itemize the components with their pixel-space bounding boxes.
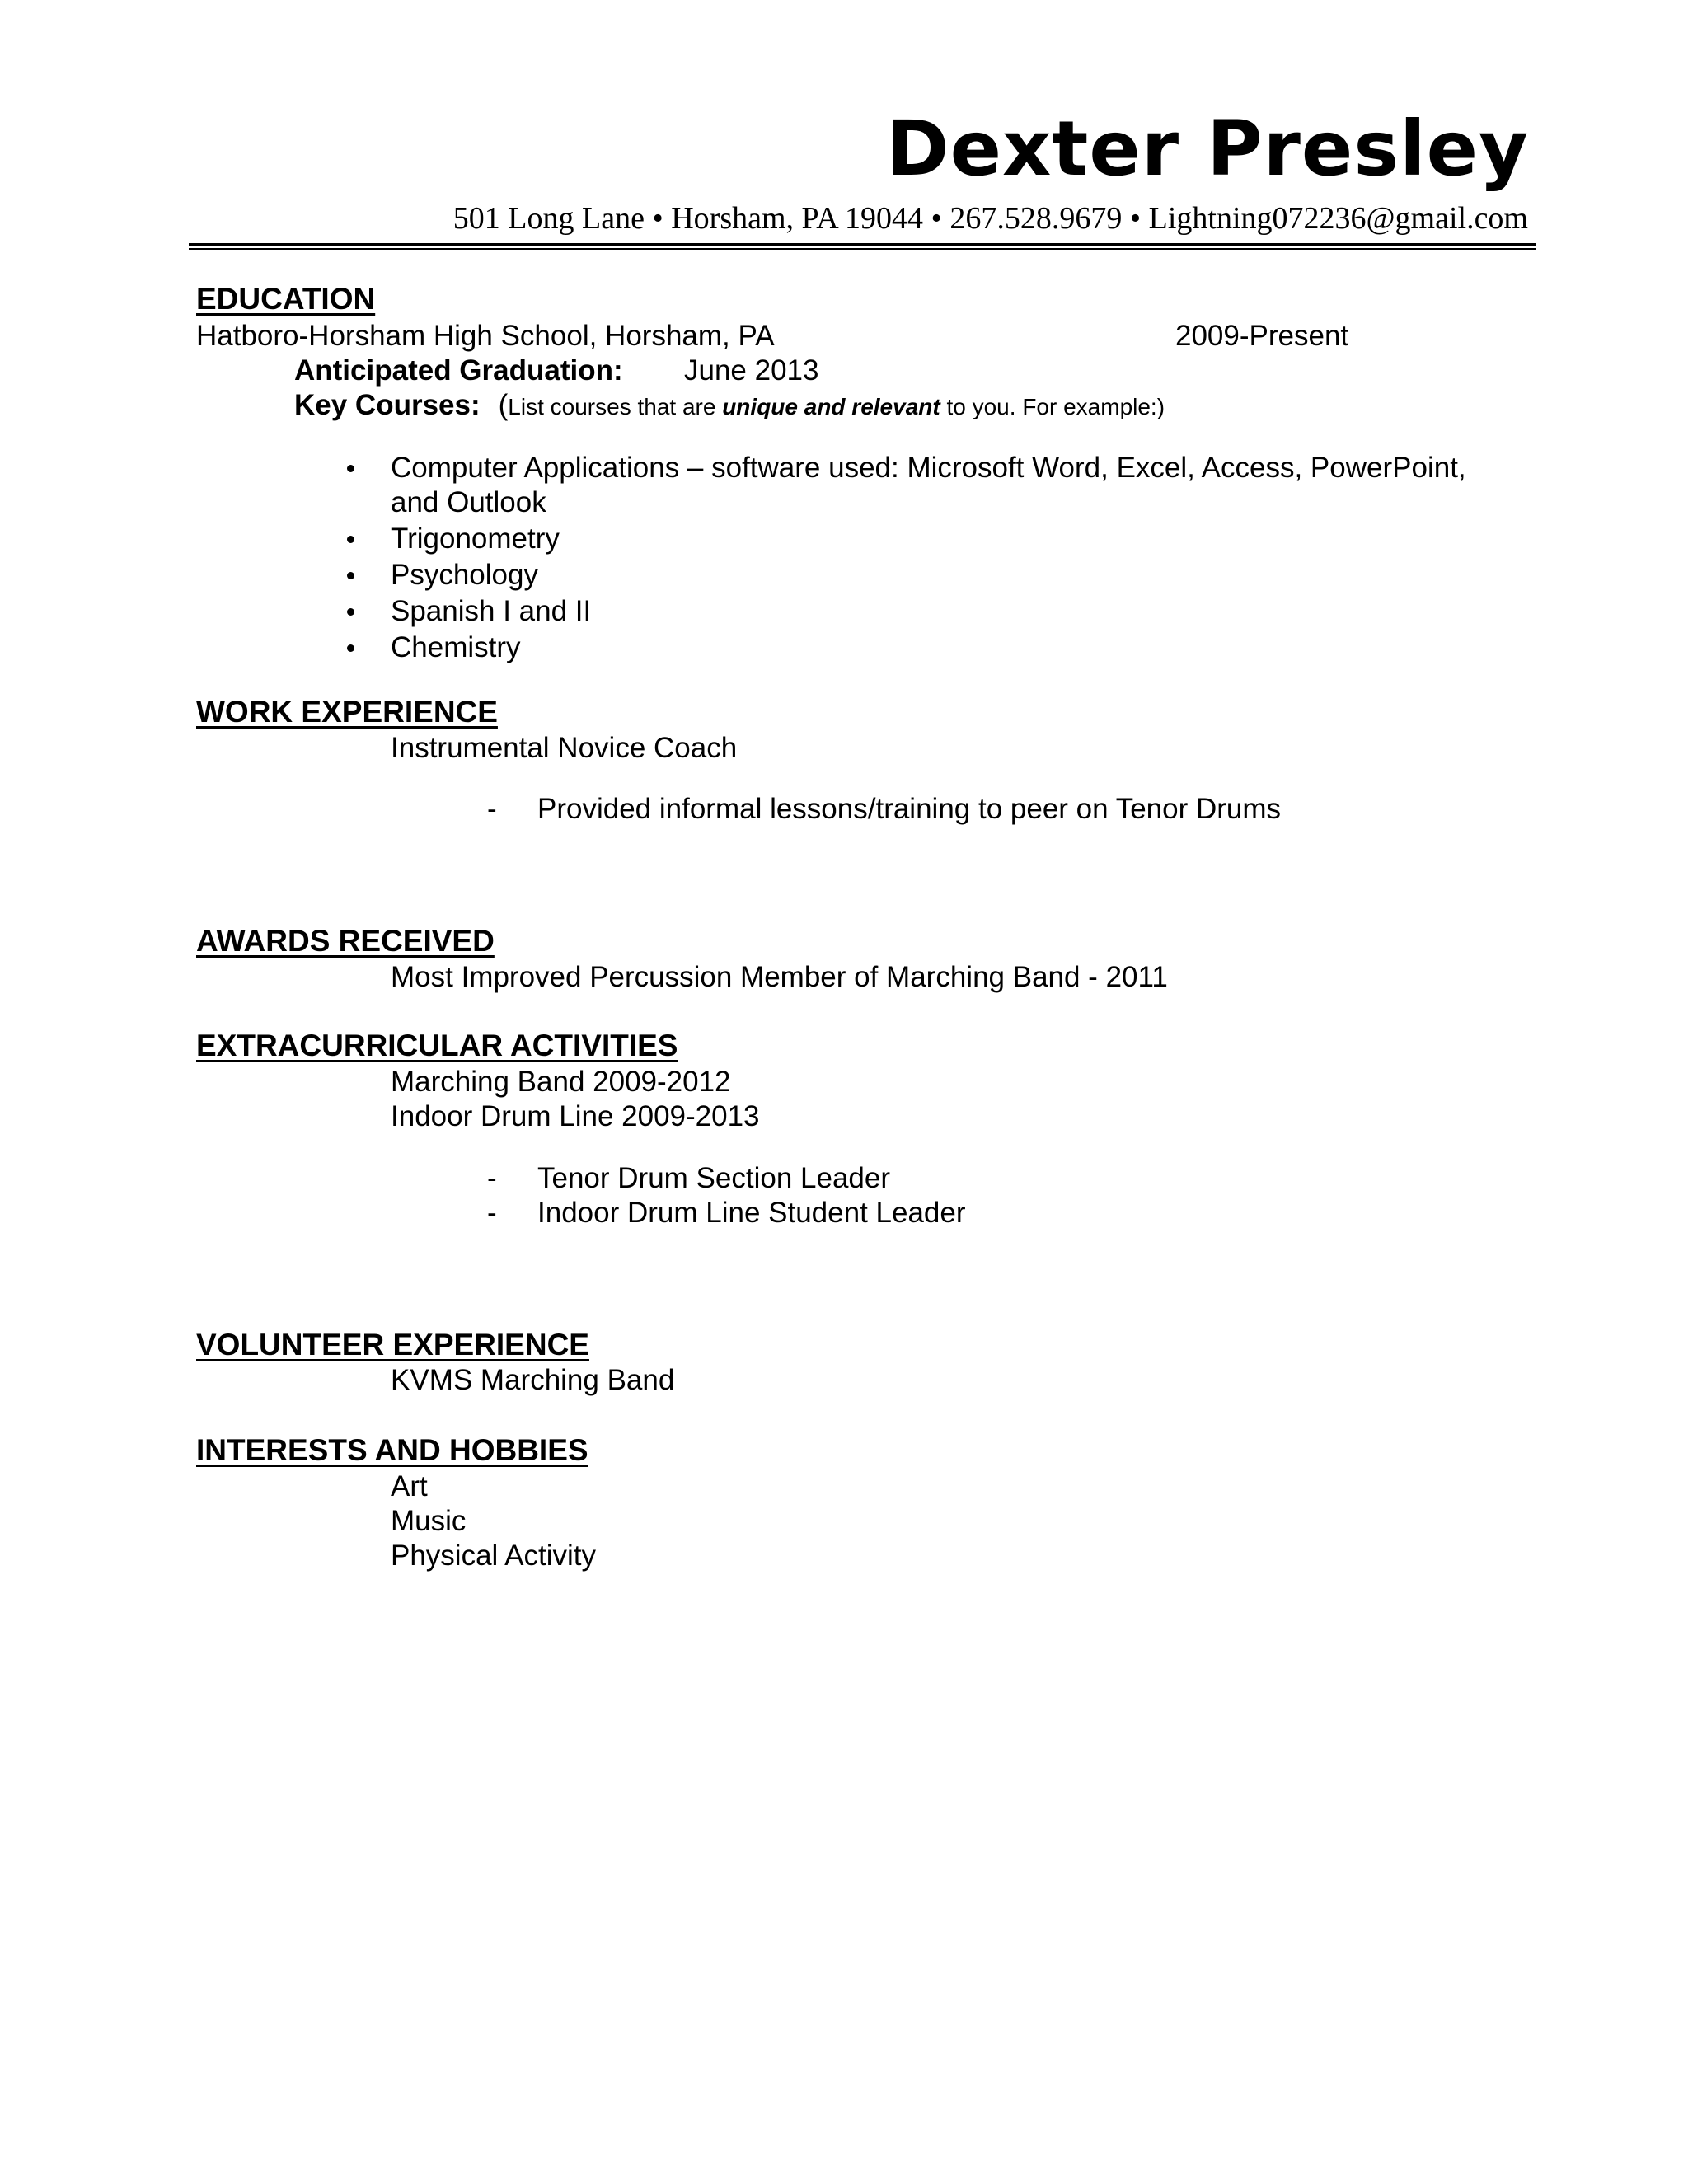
activity-detail: Indoor Drum Line Student Leader (537, 1197, 966, 1229)
work-detail: Provided informal lessons/training to peer on Tenor Drums (537, 793, 1282, 825)
header-rule-top (189, 243, 1536, 246)
course-item: Computer Applications – software used: Microsoft Word, Excel, Access, PowerPoint, (391, 452, 1466, 484)
key-courses-label: Key Courses: (294, 389, 481, 421)
bullet-icon (347, 465, 354, 472)
course-item-continued: and Outlook (391, 486, 546, 518)
award-item: Most Improved Percussion Member of Marching Band - 2011 (391, 961, 1168, 993)
graduation-value: June 2013 (684, 354, 819, 387)
education-dates: 2009-Present (1175, 320, 1349, 352)
volunteer-item: KVMS Marching Band (391, 1364, 675, 1396)
course-item: Trigonometry (391, 523, 560, 555)
education-heading: EDUCATION (196, 282, 376, 316)
activity-item: Marching Band 2009-2012 (391, 1066, 731, 1098)
bullet-icon (347, 536, 354, 543)
course-item: Spanish I and II (391, 595, 592, 627)
bullet-icon (347, 572, 354, 579)
key-courses-note-post: to you. For example:) (940, 394, 1165, 419)
work-role: Instrumental Novice Coach (391, 732, 738, 764)
bullet-icon (347, 644, 354, 652)
extracurricular-heading: EXTRACURRICULAR ACTIVITIES (196, 1029, 678, 1062)
key-courses-paren: ( (498, 389, 509, 421)
key-courses-note-emphasis: unique and relevant (722, 394, 940, 419)
header-rule-bottom (189, 248, 1536, 250)
interest-item: Music (391, 1505, 467, 1537)
course-item: Chemistry (391, 631, 521, 663)
dash-marker: - (487, 1162, 497, 1194)
activity-item: Indoor Drum Line 2009-2013 (391, 1100, 760, 1132)
key-courses-note-pre: List courses that are (508, 394, 723, 419)
work-heading: WORK EXPERIENCE (196, 695, 498, 729)
bullet-icon (347, 608, 354, 616)
interest-item: Physical Activity (391, 1540, 596, 1572)
awards-heading: AWARDS RECEIVED (196, 924, 495, 958)
activity-detail: Tenor Drum Section Leader (537, 1162, 890, 1194)
dash-marker: - (487, 793, 497, 825)
key-courses-line (294, 391, 1165, 419)
interests-heading: INTERESTS AND HOBBIES (196, 1433, 588, 1467)
course-item: Psychology (391, 559, 538, 591)
resume-name: Dexter Presley (886, 105, 1529, 193)
dash-marker: - (487, 1197, 497, 1229)
key-courses-note (508, 394, 1165, 419)
volunteer-heading: VOLUNTEER EXPERIENCE (196, 1328, 589, 1361)
graduation-label: Anticipated Graduation: (294, 354, 623, 387)
contact-line: 501 Long Lane • Horsham, PA 19044 • 267.528.9679 • Lightning072236@gmail.com (452, 201, 1528, 236)
interest-item: Art (391, 1470, 428, 1502)
school-name: Hatboro-Horsham High School, Horsham, PA (196, 320, 775, 352)
